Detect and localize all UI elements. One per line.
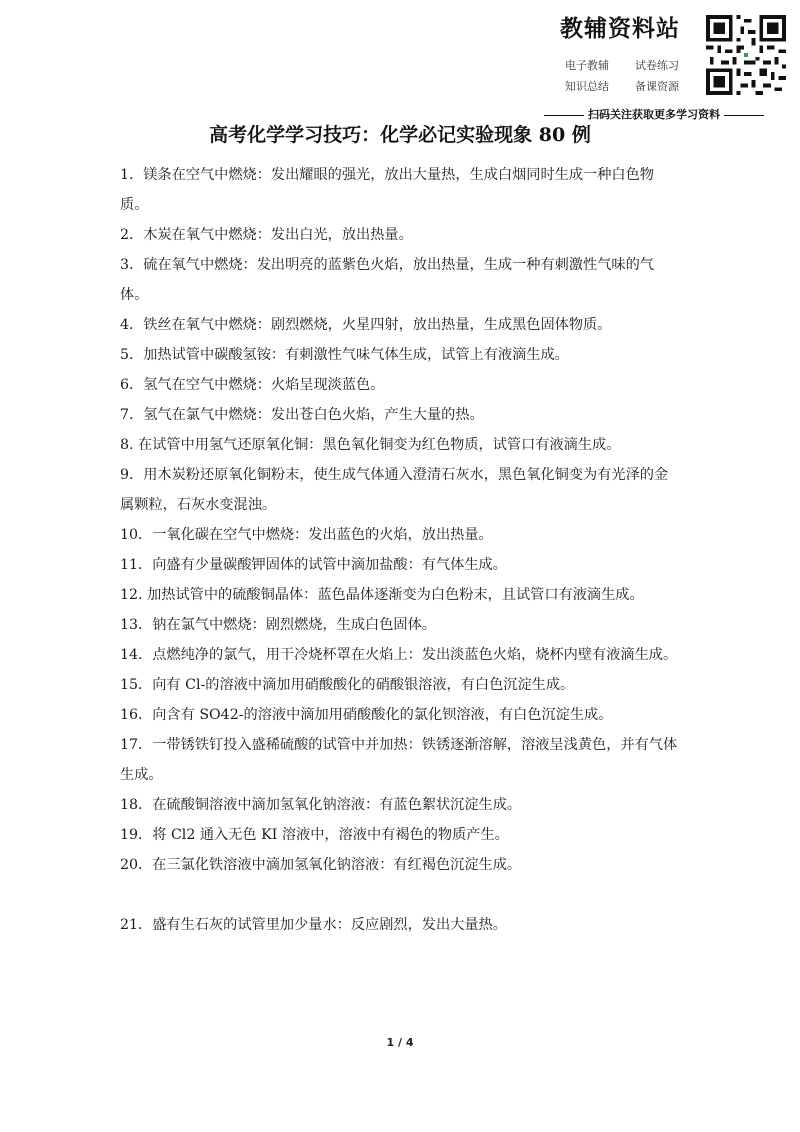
list-item: 13．钠在氯气中燃烧：剧烈燃烧，生成白色固体。 — [120, 617, 436, 633]
list-item: 9．用木炭粉还原氧化铜粉末，使生成气体通入澄清石灰水，黑色氧化铜变为有光泽的金属颗粒，石灰水变混浊。 — [120, 467, 669, 513]
link-exams: 试卷练习 — [635, 59, 679, 72]
brand-links — [565, 55, 705, 97]
promo-dash-right — [724, 115, 764, 116]
list-item: 7．氢气在氯气中燃烧：发出苍白色火焰，产生大量的热。 — [120, 407, 484, 423]
promo-text: 扫码关注获取更多学习资料 — [588, 108, 720, 121]
link-resources: 备课资源 — [635, 80, 679, 93]
list-item: 3．硫在氧气中燃烧：发出明亮的蓝紫色火焰，放出热量，生成一种有刺激性气味的气体。 — [120, 257, 654, 303]
list-item: 6．氢气在空气中燃烧：火焰呈现淡蓝色。 — [120, 377, 385, 393]
promo-dash-left — [544, 115, 584, 116]
list-item: 8. 在试管中用氢气还原氧化铜：黑色氧化铜变为红色物质，试管口有液滴生成。 — [120, 437, 621, 453]
section-gap — [120, 880, 680, 910]
list-item: 2．木炭在氧气中燃烧：发出白光，放出热量。 — [120, 227, 413, 243]
list-item: 17．一带锈铁钉投入盛稀硫酸的试管中并加热：铁锈逐渐溶解，溶液呈浅黄色，并有气体生成。 — [120, 737, 678, 783]
page-number: 1 / 4 — [386, 1036, 414, 1049]
list-item: 1．镁条在空气中燃烧：发出耀眼的强光，放出大量热，生成白烟同时生成一种白色物质。 — [120, 167, 654, 213]
page-title: 高考化学学习技巧：化学必记实验现象 80 例 — [209, 124, 591, 146]
list-item: 18．在硫酸铜溶液中滴加氢氧化钠溶液：有蓝色絮状沉淀生成。 — [120, 797, 522, 813]
list-item: 21．盛有生石灰的试管里加少量水：反应剧烈，发出大量热。 — [120, 917, 507, 933]
list-item: 5．加热试管中碳酸氢铵：有刺激性气味气体生成，试管上有液滴生成。 — [120, 347, 569, 363]
list-item: 11．向盛有少量碳酸钾固体的试管中滴加盐酸：有气体生成。 — [120, 557, 507, 573]
list-item: 19．将 Cl2 通入无色 KI 溶液中，溶液中有褐色的物质产生。 — [120, 827, 509, 843]
list-item: 16．向含有 SO42-的溶液中滴加用硝酸酸化的氯化钡溶液，有白色沉淀生成。 — [120, 707, 613, 723]
list-item: 12. 加热试管中的硫酸铜晶体：蓝色晶体逐渐变为白色粉末，且试管口有液滴生成。 — [120, 587, 644, 603]
list-item: 14．点燃纯净的氯气，用干冷烧杯罩在火焰上：发出淡蓝色火焰，烧杯内壁有液滴生成。 — [120, 647, 678, 663]
brand-name: 教辅资料站 — [560, 16, 680, 42]
qr-code-icon — [706, 14, 786, 96]
list-item: 15．向有 Cl-的溶液中滴加用硝酸酸化的硝酸银溶液，有白色沉淀生成。 — [120, 677, 575, 693]
link-ebooks: 电子教辅 — [565, 59, 609, 72]
experiment-list — [120, 160, 680, 940]
list-item: 10．一氧化碳在空气中燃烧：发出蓝色的火焰，放出热量。 — [120, 527, 493, 543]
link-summary: 知识总结 — [565, 80, 609, 93]
list-item: 4．铁丝在氧气中燃烧：剧烈燃烧，火星四射，放出热量，生成黑色固体物质。 — [120, 317, 612, 333]
list-item: 20．在三氯化铁溶液中滴加氢氧化钠溶液：有红褐色沉淀生成。 — [120, 857, 522, 873]
